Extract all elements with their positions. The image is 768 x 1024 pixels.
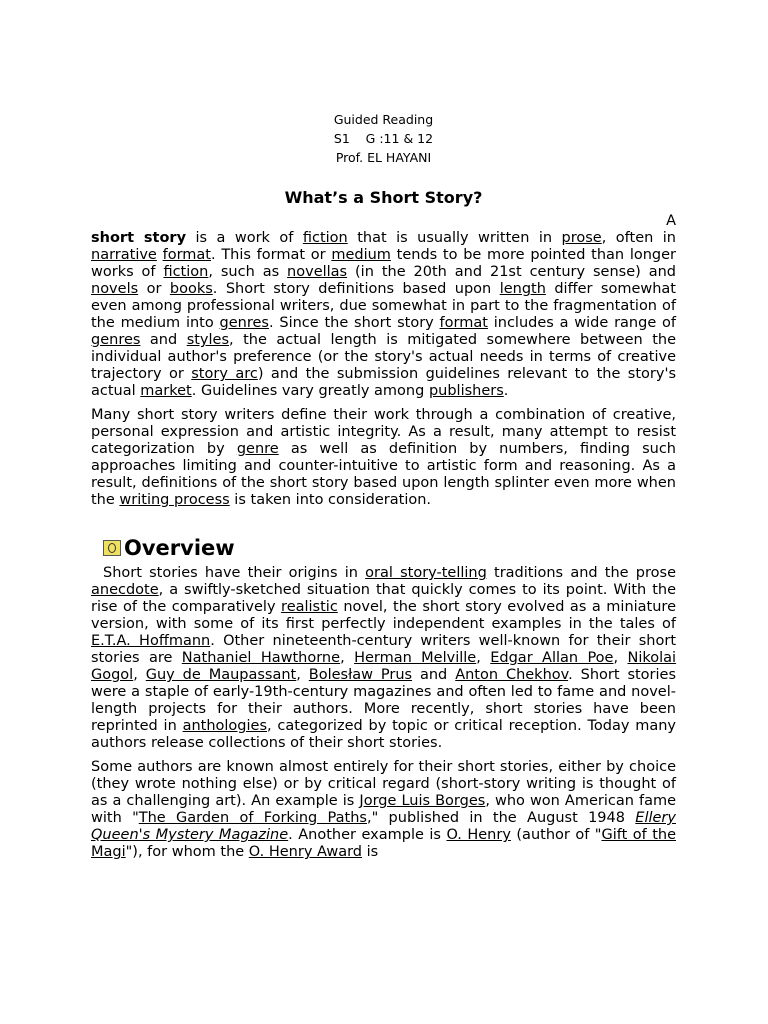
link-text[interactable]: format	[439, 315, 488, 331]
text-run: differ somewhat even among professional writers, due somewhat in part to the fragmentation of the medium into	[91, 281, 676, 331]
text-run: . This format or	[210, 247, 332, 263]
text-run: is taken into consideration.	[229, 492, 432, 508]
text-run: Short stories have their origins in	[103, 565, 366, 581]
link-text[interactable]: writing process	[119, 492, 230, 508]
text-run: that is usually written in	[347, 230, 562, 246]
text-run: , categorized by topic or critical reception. Today many authors release collections of their short stories.	[91, 718, 676, 751]
bold-term: short story	[91, 230, 187, 246]
link-text[interactable]: Guy de Maupassant	[145, 667, 297, 683]
text-run: or	[138, 281, 170, 297]
text-run: ) and the submission guidelines relevant to the story's actual	[91, 366, 677, 399]
text-run: .	[503, 383, 509, 399]
link-text[interactable]: Ellery Queen's Mystery Magazine	[91, 810, 676, 843]
link-text[interactable]: Jorge Luis Borges	[359, 793, 486, 809]
text-run: as well as definition by numbers, finding such approaches limiting and counter-intuitive to artistic form and reasoning. As a result, definitions of the short story based upon length splinter even more when the	[91, 441, 676, 508]
page-title: What’s a Short Story?	[284, 188, 483, 207]
link-text[interactable]: O. Henry	[446, 827, 511, 843]
link-text[interactable]: publishers	[428, 383, 504, 399]
text-run: is	[362, 844, 379, 860]
link-text[interactable]: market	[140, 383, 192, 399]
text-run: , such as	[208, 264, 288, 280]
text-run: . Guidelines vary greatly among	[191, 383, 429, 399]
text-run: traditions and the prose	[486, 565, 676, 581]
link-text[interactable]: realistic	[281, 599, 338, 615]
link-text[interactable]: genres	[91, 332, 141, 348]
text-run: tends to be more pointed than longer works of	[91, 247, 677, 280]
text-run: , a swiftly-sketched situation that quickly comes to its point. With the rise of the comparatively	[91, 582, 676, 615]
link-text[interactable]: fiction	[163, 264, 209, 280]
text-run: "), for whom the	[125, 844, 249, 860]
link-text[interactable]: medium	[331, 247, 391, 263]
text-run: ,	[476, 650, 491, 666]
link-text[interactable]: O. Henry Award	[248, 844, 362, 860]
intro-paragraph-2	[91, 407, 676, 509]
text-run: includes a wide range of	[487, 315, 676, 331]
link-text[interactable]: genre	[236, 441, 279, 457]
text-run: . Short stories were a staple of early-19th-century magazines and often led to fame and novel-length projects for their authors. More recently, short stories have been reprinted in	[91, 667, 677, 734]
text-run: , the actual length is mitigated somewhere between the individual author's preference (or the story's actual needs in terms of creative trajectory or	[91, 332, 676, 382]
link-text[interactable]: novels	[91, 281, 139, 297]
text-run: . Short story definitions based upon	[212, 281, 500, 297]
text-run: ,	[133, 667, 146, 683]
link-text[interactable]: Nikolai Gogol	[91, 650, 677, 683]
link-text[interactable]: E.T.A. Hoffmann	[91, 633, 211, 649]
text-run: (in the 20th and 21st century sense) and	[347, 264, 676, 280]
link-text[interactable]: Bolesław Prus	[308, 667, 413, 683]
text-run: ,	[613, 650, 628, 666]
course-group: S1 G :11 & 12	[333, 131, 434, 146]
link-text[interactable]: novellas	[287, 264, 348, 280]
link-text[interactable]: narrative	[91, 247, 157, 263]
text-run: ," published in the August 1948	[366, 810, 636, 826]
text-run: and	[412, 667, 456, 683]
link-text[interactable]: Nathaniel Hawthorne	[181, 650, 341, 666]
document-icon	[103, 540, 121, 556]
overview-heading	[103, 536, 676, 560]
link-text[interactable]: anecdote	[91, 582, 159, 598]
professor-name: Prof. EL HAYANI	[335, 150, 432, 165]
text-run: and	[140, 332, 187, 348]
text-run: ,	[340, 650, 355, 666]
link-text[interactable]: Edgar Allan Poe	[490, 650, 614, 666]
intro-lead-letter: A	[666, 213, 676, 229]
text-run: . Other nineteenth-century writers well-known for their short stories are	[91, 633, 677, 666]
text-run: . Another example is	[288, 827, 447, 843]
link-text[interactable]: length	[499, 281, 546, 297]
overview-heading-text: Overview	[124, 536, 235, 560]
text-run: ,	[296, 667, 309, 683]
link-text[interactable]: format	[162, 247, 211, 263]
link-text[interactable]: prose	[561, 230, 602, 246]
document-page	[91, 110, 676, 868]
text-run: , who won American fame with "	[91, 793, 676, 826]
text-run: Some authors are known almost entirely for their short stories, either by choice (they wrote nothing else) or by critical regard (short-story writing is thought of as a challenging art). An example is	[91, 759, 676, 809]
link-text[interactable]: Gift of the Magi	[91, 827, 676, 860]
link-text[interactable]: fiction	[302, 230, 348, 246]
text-run: . Since the short story	[268, 315, 440, 331]
link-text[interactable]: Anton Chekhov	[455, 667, 569, 683]
link-text[interactable]: The Garden of Forking Paths	[138, 810, 367, 826]
link-text[interactable]: styles	[186, 332, 230, 348]
text-run: , often in	[601, 230, 676, 246]
text-run: novel, the short story evolved as a miniature version, with some of its first perfectly independent examples in the tales of	[91, 599, 676, 632]
link-text[interactable]: books	[169, 281, 213, 297]
text-run: is a work of	[186, 230, 303, 246]
text-run: (author of "	[510, 827, 602, 843]
intro-paragraph-1	[91, 230, 676, 400]
link-text[interactable]: anthologies	[182, 718, 268, 734]
overview-paragraph-1	[91, 565, 676, 752]
document-header	[91, 110, 676, 167]
overview-paragraph-2	[91, 759, 676, 861]
text-run: Many short story writers define their work through a combination of creative, personal expression and artistic integrity. As a result, many attempt to resist categorization by	[91, 407, 676, 457]
link-text[interactable]: Herman Melville	[354, 650, 477, 666]
link-text[interactable]: genres	[219, 315, 269, 331]
link-text[interactable]: oral story-telling	[365, 565, 487, 581]
course-title: Guided Reading	[333, 112, 434, 127]
link-text[interactable]: story arc	[191, 366, 258, 382]
